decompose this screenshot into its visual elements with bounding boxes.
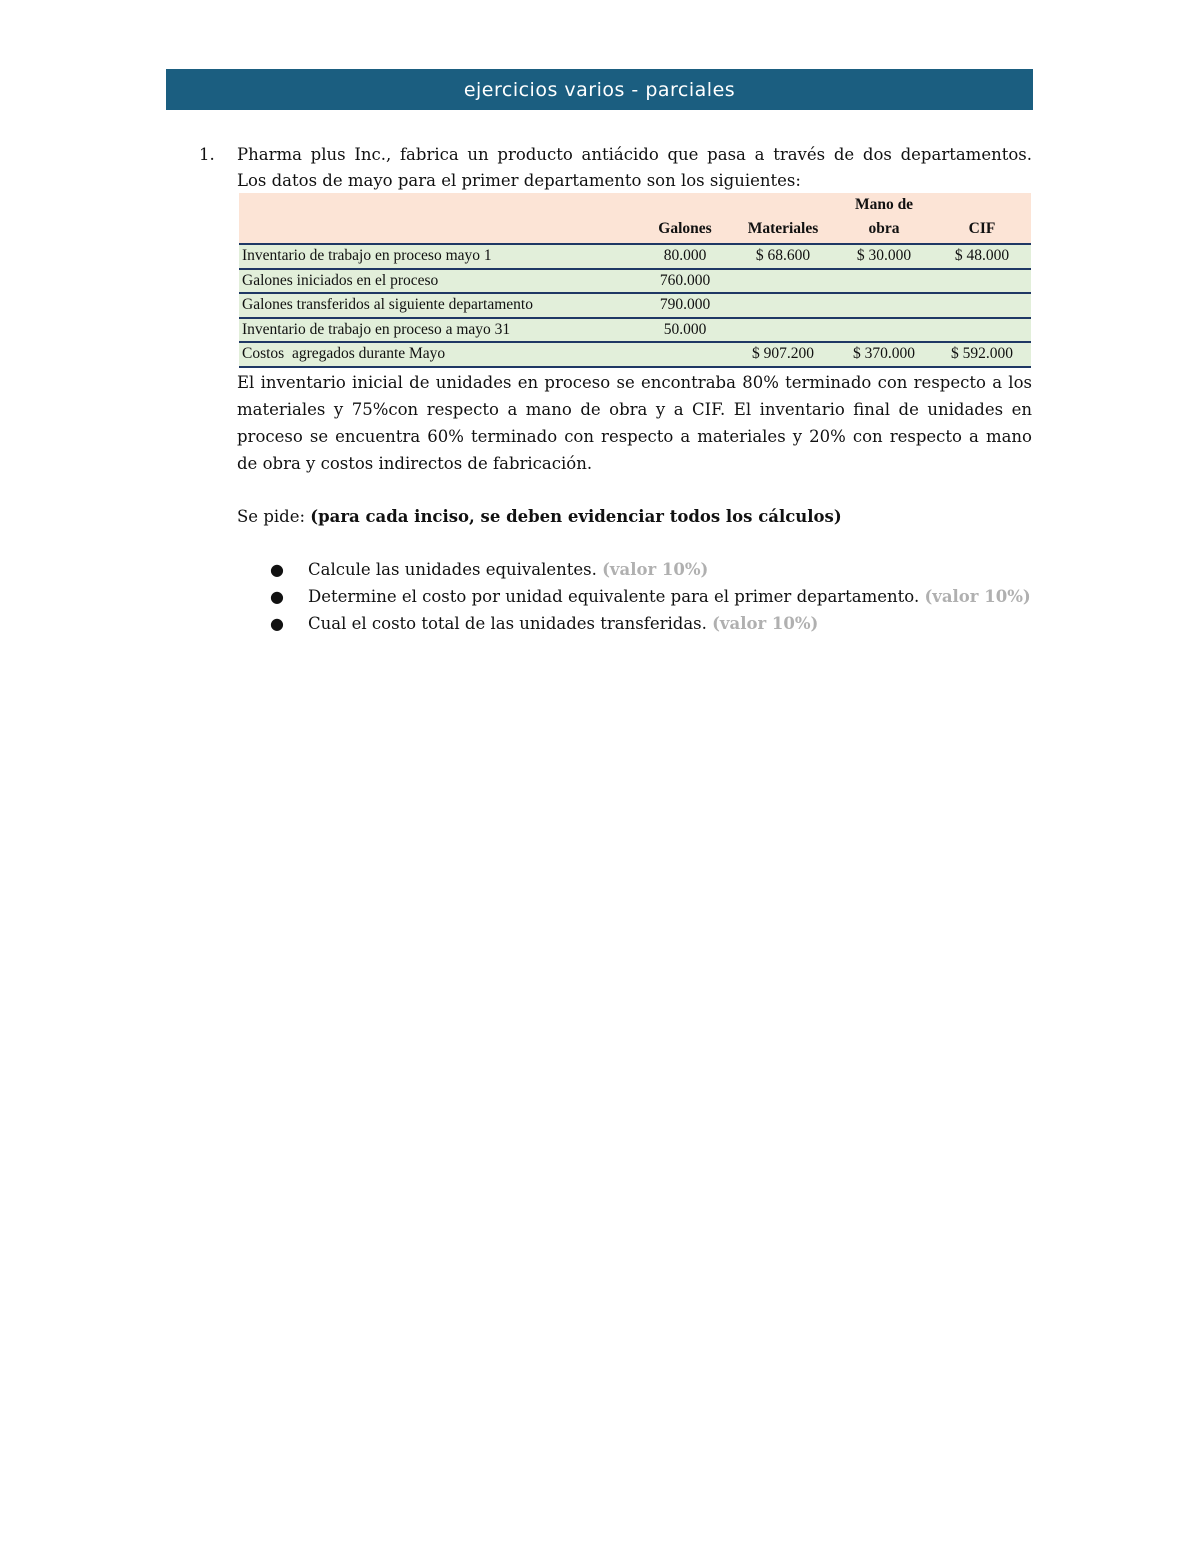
row-materiales [731, 318, 835, 343]
table-row [239, 318, 1031, 343]
task-grade: (valor 10%) [602, 560, 709, 579]
task-grade: (valor 10%) [924, 587, 1031, 606]
header-mano-obra-line2: obra [868, 220, 900, 237]
row-cif [933, 269, 1031, 294]
bullet-icon: ● [270, 587, 284, 606]
bullet-icon: ● [270, 560, 284, 579]
header-materiales: Materiales [731, 193, 835, 244]
exercise-number: 1. [199, 145, 215, 164]
row-galones: 760.000 [639, 269, 731, 294]
header-cif: CIF [933, 193, 1031, 244]
data-table [239, 193, 1031, 368]
description-paragraph: El inventario inicial de unidades en proceso se encontraba 80% terminado con respecto a los materiales y 75%con respecto a mano de obra y a CIF. El inventario final de unidades en proceso se encuentra 60% terminado con respecto a materiales y 20% con respecto a mano de obra y costos indirectos de fabricación. [237, 373, 1032, 473]
row-mano-obra: $ 370.000 [835, 342, 933, 367]
row-label: Costos agregados durante Mayo [239, 342, 639, 367]
request-line [237, 503, 842, 530]
header-mano-obra-line1: Mano de [854, 196, 914, 213]
row-mano-obra [835, 318, 933, 343]
row-materiales [731, 269, 835, 294]
request-prefix: Se pide: [237, 507, 311, 526]
intro-line-2: Los datos de mayo para el primer departamento son los siguientes: [237, 171, 801, 190]
task-text: Cual el costo total de las unidades transferidas. [308, 614, 713, 633]
header-label [239, 193, 639, 244]
header-mano-obra [835, 193, 933, 244]
row-label: Inventario de trabajo en proceso mayo 1 [239, 244, 639, 269]
row-materiales [731, 293, 835, 318]
row-materiales: $ 907.200 [731, 342, 835, 367]
list-item [270, 610, 1032, 637]
list-item [270, 556, 1032, 583]
table-row [239, 244, 1031, 269]
exercise-intro [237, 142, 1032, 194]
row-label: Galones transferidos al siguiente departamento [239, 293, 639, 318]
row-galones: 50.000 [639, 318, 731, 343]
task-grade: (valor 10%) [712, 614, 819, 633]
row-cif [933, 293, 1031, 318]
task-list [270, 556, 1032, 637]
row-galones: 790.000 [639, 293, 731, 318]
row-galones: 80.000 [639, 244, 731, 269]
row-label: Galones iniciados en el proceso [239, 269, 639, 294]
bullet-icon: ● [270, 614, 284, 633]
table-header-row [239, 193, 1031, 244]
task-text: Determine el costo por unidad equivalente para el primer departamento. [308, 587, 925, 606]
row-cif [933, 318, 1031, 343]
row-materiales: $ 68.600 [731, 244, 835, 269]
table-row [239, 269, 1031, 294]
row-mano-obra [835, 293, 933, 318]
header-band [166, 69, 1033, 110]
row-cif: $ 48.000 [933, 244, 1031, 269]
row-mano-obra: $ 30.000 [835, 244, 933, 269]
row-cif: $ 592.000 [933, 342, 1031, 367]
page-title: ejercicios varios - parciales [463, 78, 736, 101]
task-text: Calcule las unidades equivalentes. [308, 560, 603, 579]
row-label: Inventario de trabajo en proceso a mayo 31 [239, 318, 639, 343]
list-item [270, 583, 1032, 610]
header-galones: Galones [639, 193, 731, 244]
row-galones [639, 342, 731, 367]
row-mano-obra [835, 269, 933, 294]
intro-line-1: Pharma plus Inc., fabrica un producto antiácido que pasa a través de dos departamentos. [237, 145, 1032, 164]
table-row [239, 342, 1031, 367]
request-instruction: (para cada inciso, se deben evidenciar todos los cálculos) [310, 507, 842, 526]
table-row [239, 293, 1031, 318]
